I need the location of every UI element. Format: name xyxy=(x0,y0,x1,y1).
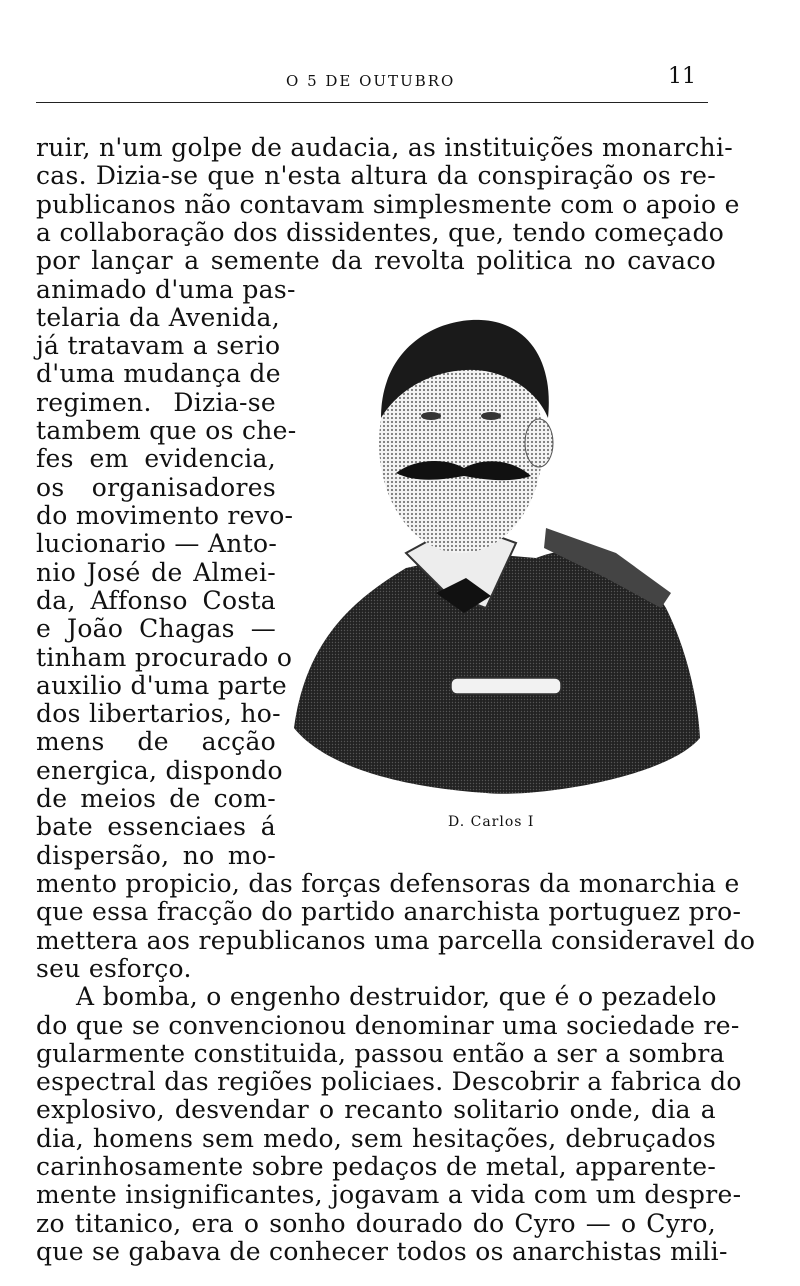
text-line: lucionario — Anto- xyxy=(36,529,278,559)
text-line: zo titanico, era o sonho dourado do Cyro — o Cyro, xyxy=(36,1208,716,1238)
text-line: publicanos não contavam simplesmente com o apoio e xyxy=(36,189,740,219)
text-line: energica, dispondo xyxy=(36,755,283,785)
text-line: telaria da Avenida, xyxy=(36,302,281,332)
text-line: carinhosamente sobre pedaços de metal, apparente- xyxy=(36,1152,717,1182)
text-line: mente insignificantes, jogavam a vida com um despre- xyxy=(36,1180,742,1210)
text-line: tinham procurado o xyxy=(36,642,293,672)
text-line: fes em evidencia, xyxy=(36,444,276,474)
text-line: por lançar a semente da revolta politica no cavaco xyxy=(36,246,716,276)
text-line: mento propicio, das forças defensoras da monarchia e xyxy=(36,869,740,898)
text-line: seu esforço. xyxy=(36,953,192,983)
text-line: regimen. Dizia-se xyxy=(36,387,276,417)
text-line: já tratavam a serio xyxy=(36,331,281,361)
text-line: de meios de com- xyxy=(36,784,276,814)
text-line: espectral das regiões policiaes. Descobrir a fabrica do xyxy=(36,1067,742,1097)
ear-shape xyxy=(525,419,553,467)
text-line: explosivo, desvendar o recanto solitario onde, dia a xyxy=(36,1095,716,1125)
text-line: gularmente constituida, passou então a ser a sombra xyxy=(36,1038,725,1068)
text-line: a collaboração dos dissidentes, que, tendo começado xyxy=(36,217,725,247)
text-line: e João Chagas — xyxy=(36,614,276,644)
text-line: nio José de Almei- xyxy=(36,557,276,587)
text-line: cas. Dizia-se que n'esta altura da conspiração os re- xyxy=(36,161,716,191)
text-line: auxilio d'uma parte xyxy=(36,670,288,700)
text-line: dia, homens sem medo, sem hesitações, debruçados xyxy=(36,1123,716,1153)
text-line: mettera aos republicanos uma parcella consideravel do xyxy=(36,925,756,955)
text-line: os organisadores xyxy=(36,472,276,502)
text-line: mens de acção xyxy=(36,727,276,757)
portrait-image xyxy=(286,308,700,798)
text-line: tambem que os che- xyxy=(36,416,297,446)
text-line: d'uma mudança de xyxy=(36,359,281,389)
figure-caption: D. Carlos I xyxy=(448,814,535,830)
text-line: do que se convencionou denominar uma sociedade re- xyxy=(36,1010,740,1040)
running-title: O 5 DE OUTUBRO xyxy=(286,72,456,90)
text-line: dispersão, no mo- xyxy=(36,840,276,870)
text-line: que se gabava de conhecer todos os anarchistas mili- xyxy=(36,1237,728,1266)
page-number: 11 xyxy=(668,64,696,89)
text-line: ruir, n'um golpe de audacia, as instituições monarchi- xyxy=(36,133,733,162)
text-line: animado d'uma pas- xyxy=(36,274,296,304)
page-header xyxy=(36,62,708,103)
medal-bar-shape xyxy=(451,678,561,694)
text-line: A bomba, o engenho destruidor, que é o pezadelo xyxy=(76,982,717,1012)
text-line: que essa fracção do partido anarchista portuguez pro- xyxy=(36,897,742,927)
text-line: do movimento revo- xyxy=(36,501,294,530)
text-line: da, Affonso Costa xyxy=(36,585,276,615)
text-line: dos libertarios, ho- xyxy=(36,699,281,729)
text-line: bate essenciaes á xyxy=(36,812,276,842)
